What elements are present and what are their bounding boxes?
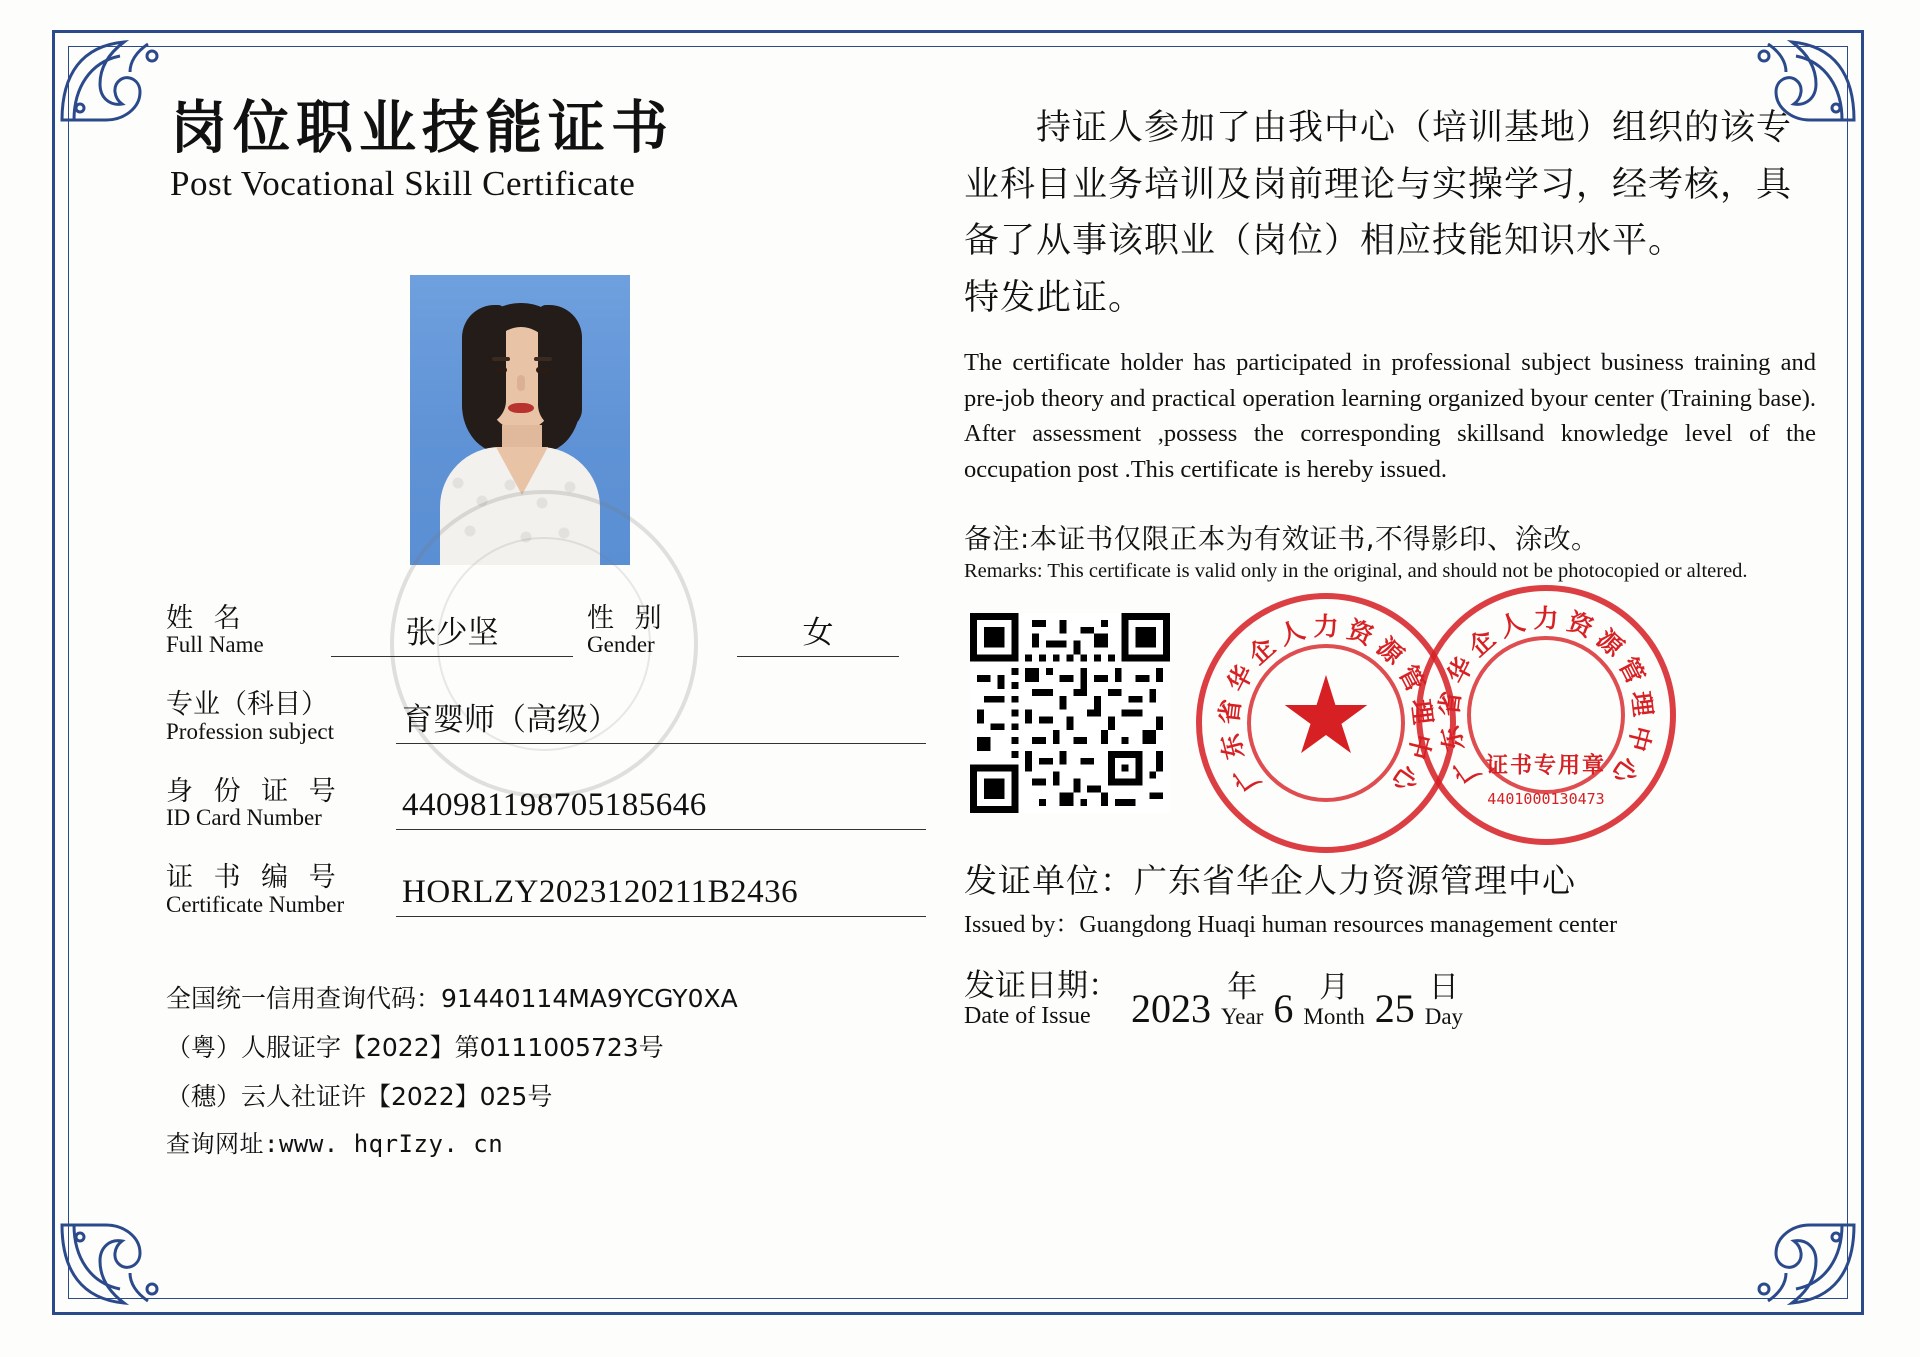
- gender-label-cn: 性 别: [587, 603, 668, 634]
- name-label-en: Full Name: [166, 632, 264, 658]
- name-label: [166, 605, 331, 657]
- issue-date-label: [964, 969, 1119, 1029]
- profession-label-en: Profession subject: [166, 718, 335, 744]
- statement-paragraph-cn: [964, 100, 1816, 327]
- official-seal-right: [1416, 585, 1676, 845]
- issue-month-value: 6: [1273, 986, 1294, 1032]
- name-label-cn: 姓 名: [166, 603, 247, 634]
- issuer-label-en: Issued by：: [964, 911, 1080, 938]
- field-row-id-card: [166, 775, 926, 831]
- name-value: 张少坚: [331, 607, 573, 657]
- id-card-value: 440981198705185646: [396, 787, 926, 830]
- statement-paragraph-en: The certificate holder has participated in professional subject business training and pre-job theory and practical operation learning organized byour center (Training base). After assessment ,possess the corresponding skillsand knowledge level of the occupation post .This certificate is hereby issued.: [964, 348, 1816, 484]
- note-query-url[interactable]: 查询网址:www. hqrIzy. cn: [166, 1130, 504, 1159]
- issue-date-label-en: Date of Issue: [964, 1002, 1091, 1029]
- field-row-profession: [166, 691, 926, 743]
- cert-number-label-en: Certificate Number: [166, 891, 345, 917]
- cert-number-label-cn: 证 书 编 号: [166, 862, 342, 894]
- issuer-line-en: [964, 904, 1816, 939]
- id-card-label: [166, 775, 396, 831]
- remark-cn: 备注:本证书仅限正本为有效证书,不得影印、涂改。: [964, 522, 1600, 555]
- profession-label-cn: 专业（科目）: [166, 689, 328, 721]
- page-title-cn: 岗位职业技能证书: [170, 95, 674, 161]
- seal-right-number: 4401000130473: [1487, 790, 1605, 809]
- issuer-line-cn: [964, 855, 1816, 902]
- note-license-1: （粤）人服证字【2022】第0111005723号: [166, 1032, 664, 1062]
- issue-date-label-cn: 发证日期：: [964, 967, 1119, 1004]
- issue-month-unit-cn: 月: [1319, 970, 1350, 1005]
- statement-cn-main: 持证人参加了由我中心（培训基地）组织的该专业科目业务培训及岗前理论与实操学习，经考核，具备了从事该职业（岗位）相应技能知识水平。: [964, 108, 1793, 262]
- issue-year-value: 2023: [1131, 986, 1211, 1032]
- gender-label: [587, 605, 737, 657]
- holder-fields: [166, 605, 926, 951]
- gender-value: 女: [737, 607, 899, 657]
- issuer-label-cn: 发证单位：: [964, 860, 1134, 900]
- issue-day-unit-en: Day: [1424, 1004, 1464, 1029]
- cert-number-label: [166, 864, 396, 916]
- profession-label: [166, 691, 396, 743]
- footer-notes: [166, 975, 956, 1168]
- seal-left-ring-text: 广 东 省 华 企 人 力 资 源 管 理 中 心: [1214, 611, 1438, 797]
- issuer-name-en: Guangdong Huaqi human resources management center: [1079, 911, 1618, 938]
- id-card-label-cn: 身 份 证 号: [166, 775, 342, 807]
- certificate-right-panel: [950, 70, 1824, 1279]
- note-credit-code: 全国统一信用查询代码：91440114MA9YCGY0XA: [166, 984, 738, 1013]
- verification-qr-code[interactable]: [970, 613, 1170, 813]
- issue-month-unit-en: Month: [1303, 1004, 1365, 1029]
- issue-day-unit-cn: 日: [1428, 970, 1459, 1005]
- issuer-name-cn: 广东省华企人力资源管理中心: [1134, 860, 1576, 900]
- page-title-en: Post Vocational Skill Certificate: [170, 163, 636, 203]
- cert-number-value: HORLZY2023120211B2436: [396, 874, 926, 917]
- issue-date-row: [964, 967, 1816, 1032]
- statement-cn-last: 特发此证。: [964, 278, 1145, 319]
- issue-day-unit: [1425, 971, 1463, 1029]
- issue-day-value: 25: [1374, 986, 1415, 1032]
- issue-year-unit-cn: 年: [1227, 970, 1258, 1005]
- note-license-2: （穗）云人社证许【2022】025号: [166, 1081, 553, 1111]
- certificate-left-panel: [90, 70, 950, 1279]
- profession-value: 育婴师（高级）: [396, 694, 926, 744]
- seal-right-ring-text: 广 东 省 华 企 人 力 资 源 管 理 中 心: [1434, 603, 1658, 789]
- stamp-area: [964, 599, 1816, 849]
- issue-month-unit: [1303, 971, 1364, 1029]
- issue-year-unit-en: Year: [1221, 1004, 1264, 1029]
- issuer-block: [964, 855, 1816, 939]
- seal-right-subtitle: 证书专用章: [1485, 753, 1607, 779]
- gender-label-en: Gender: [587, 632, 655, 658]
- remark-en: Remarks: This certificate is valid only in the original, and should not be photocopied or altered.: [964, 559, 1748, 582]
- field-row-cert-number: [166, 864, 926, 916]
- field-row-name-gender: [166, 605, 926, 657]
- holder-photo: [410, 275, 630, 565]
- id-card-label-en: ID Card Number: [166, 805, 322, 831]
- issue-year-unit: [1221, 971, 1263, 1029]
